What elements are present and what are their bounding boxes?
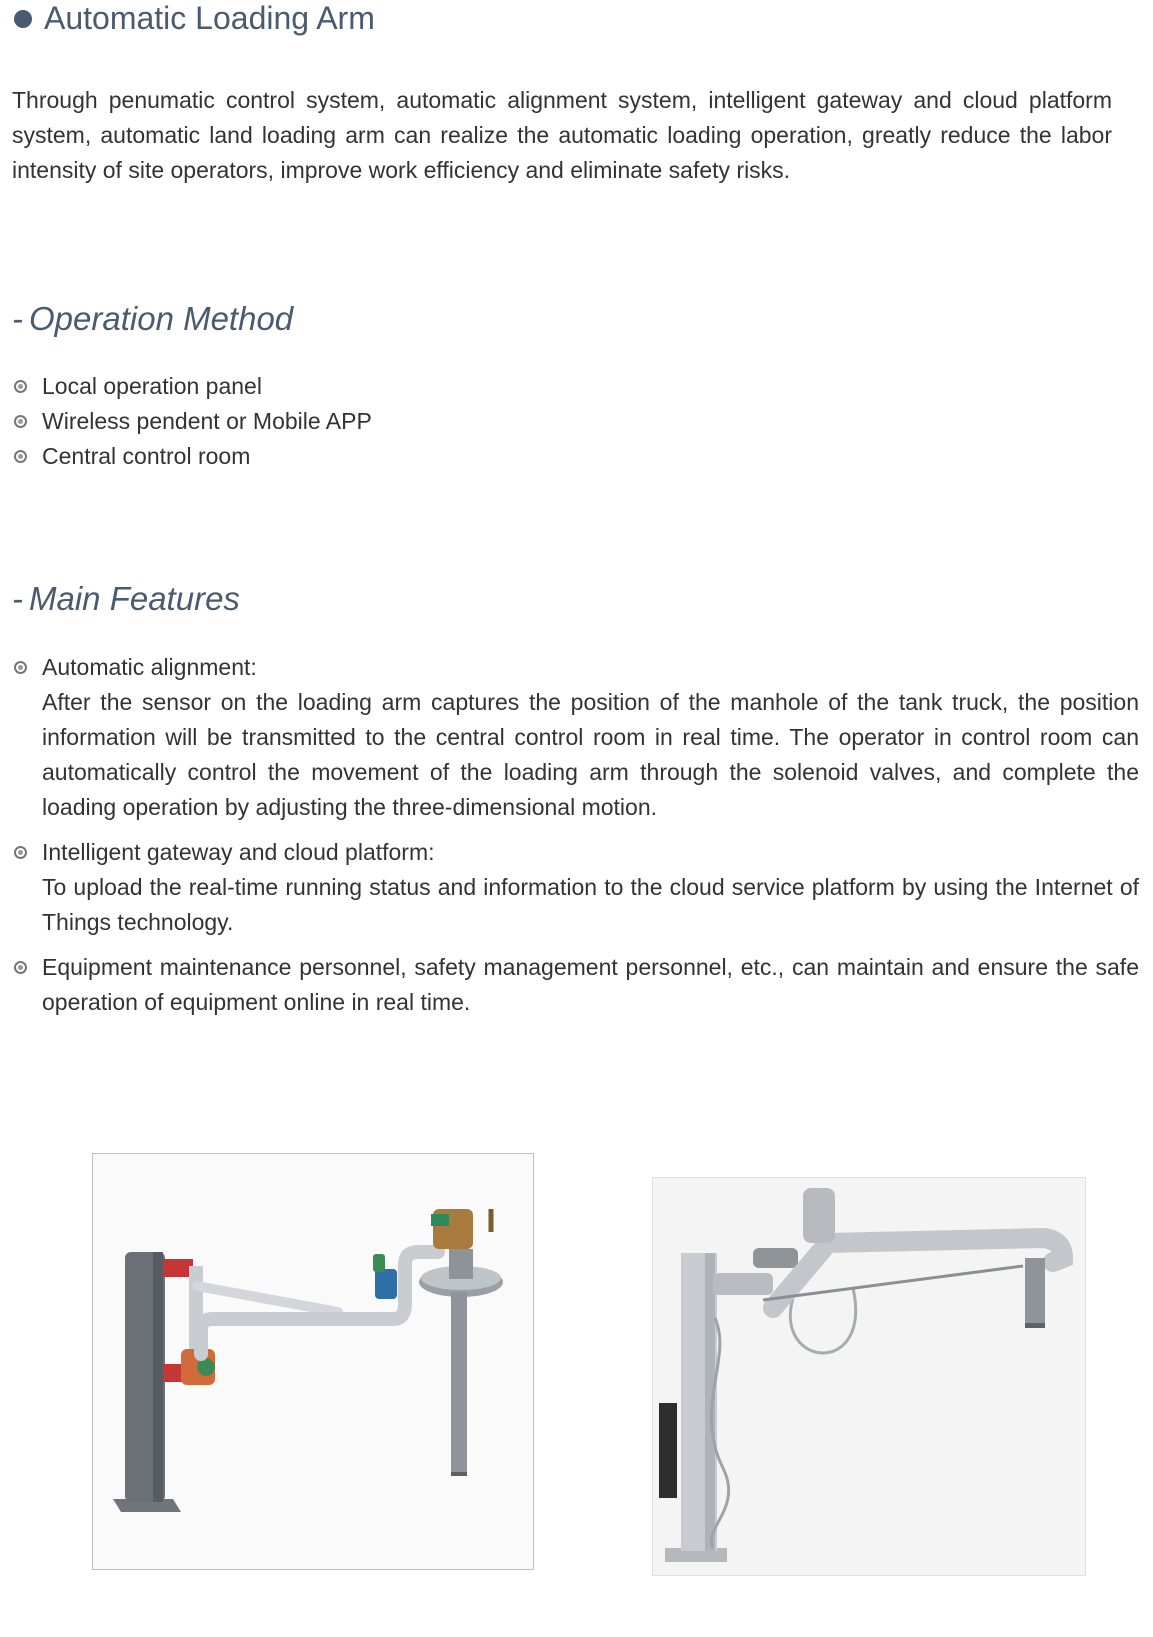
loading-arm-photo-image — [652, 1177, 1086, 1576]
feature-label: Automatic alignment: — [42, 654, 257, 680]
main-features-list — [14, 650, 1139, 1030]
operation-method-list — [14, 369, 1139, 474]
loading-arm-render-drawing — [93, 1154, 533, 1569]
heading-dash: - — [12, 580, 23, 617]
inner-arm — [197, 1286, 338, 1312]
feature-label: Equipment maintenance personnel, safety management personnel, etc., can maintain and ensure the safe operation of equipment online in real time. — [42, 954, 1139, 1015]
title-bullet-icon — [14, 10, 32, 28]
circle-bullet-icon — [14, 661, 27, 674]
loading-arm-photo-drawing — [653, 1178, 1085, 1575]
drop-tube — [1025, 1258, 1045, 1323]
circle-bullet-icon — [14, 450, 27, 463]
operation-method-heading — [12, 300, 293, 338]
outer-arm — [773, 1238, 1063, 1308]
feature-item — [14, 835, 1139, 940]
circle-bullet-icon — [14, 415, 27, 428]
feature-label: Intelligent gateway and cloud platform: — [42, 839, 435, 865]
main-features-heading — [12, 580, 240, 618]
main-features-title: Main Features — [29, 580, 240, 617]
red-valve-top — [163, 1259, 193, 1277]
hose-loop — [790, 1288, 855, 1353]
page-title: Automatic Loading Arm — [44, 0, 375, 36]
intro-paragraph: Through penumatic control system, automatic alignment system, intelligent gateway and cloud platform system, automatic land loading arm can realize the automatic loading operation, greatly reduce the labor intensity of site operators, improve work efficiency and eliminate safety risks. — [12, 87, 1112, 183]
control-box — [659, 1403, 677, 1498]
list-item: Central control room — [14, 439, 1139, 474]
feature-description: To upload the real-time running status and information to the cloud service platform by using the Internet of Things technology. — [42, 874, 1139, 935]
title-row — [14, 0, 375, 36]
circle-bullet-icon — [14, 846, 27, 859]
loading-arm-render-image — [92, 1153, 534, 1570]
drop-tube — [451, 1292, 467, 1472]
feature-description: After the sensor on the loading arm captures the position of the manhole of the tank truck, the position information will be transmitted to the central control room in real time. The operator in control room can automatically control the movement of the loading arm through the solenoid valves, and complete the loading operation by adjusting the three-dimensional motion. — [42, 689, 1139, 820]
operation-method-title: Operation Method — [29, 300, 294, 337]
heading-dash: - — [12, 300, 23, 337]
circle-bullet-icon — [14, 961, 27, 974]
outer-arm — [201, 1252, 438, 1354]
feature-item — [14, 650, 1139, 825]
feature-item — [14, 950, 1139, 1020]
list-item: Wireless pendent or Mobile APP — [14, 404, 1139, 439]
circle-bullet-icon — [14, 380, 27, 393]
list-item: Local operation panel — [14, 369, 1139, 404]
